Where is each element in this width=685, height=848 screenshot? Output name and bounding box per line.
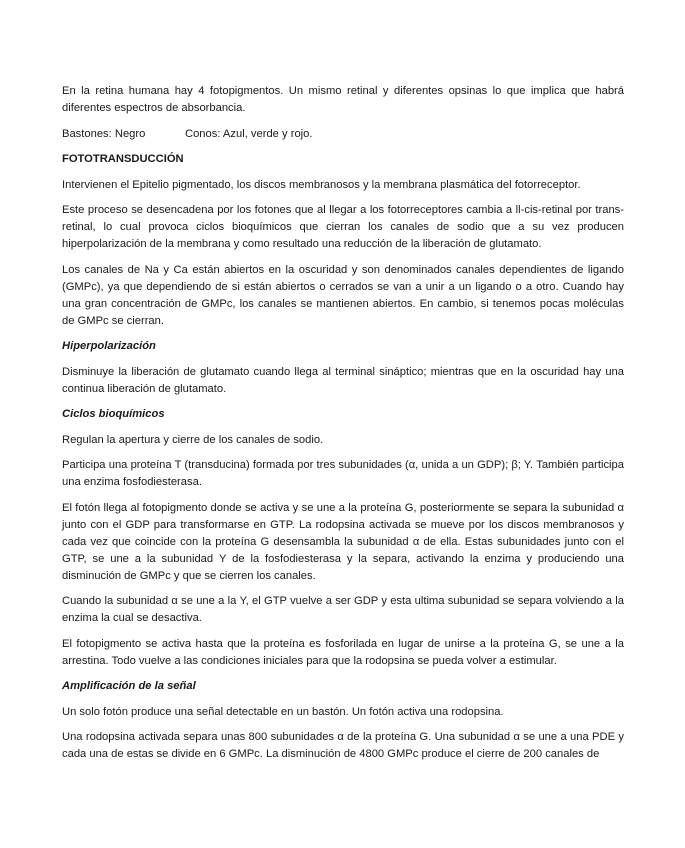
paragraph-un-solo-foton: Un solo fotón produce una señal detectable en un bastón. Un fotón activa una rodopsina. — [62, 705, 504, 718]
bastones-text: Bastones: Negro — [62, 127, 146, 140]
paragraph-proceso: Este proceso se desencadena por los fotones que al llegar a los fotorreceptores cambia a ll-cis-retinal por trans-retinal, lo cual provoca ciclos bioquímicos que cierran los canales de sodio que a su vez producen hiperpolarización de la membrana y como resultado una reducción de la liberación de glutamato. — [62, 204, 624, 250]
conos-text: Conos: Azul, verde y rojo. — [185, 127, 313, 140]
paragraph-regulan: Regulan la apertura y cierre de los canales de sodio. — [62, 433, 324, 446]
paragraph-fosforilada: El fotopigmento se activa hasta que la proteína es fosforilada en lugar de unirse a la proteína G, se une a la arrestina. Todo vuelve a las condiciones iniciales para que la rodopsina se pueda volver a estimular. — [62, 637, 624, 667]
paragraph-foton-llega: El fotón llega al fotopigmento donde se activa y se une a la proteína G, posteriormente se separa la subunidad α junto con el GDP para transformarse en GTP. La rodopsina activada se mueve por los discos membranosos y cada vez que coincide con la proteína G desensambla la subunidad α de ella. Estas subunidades junto con el GTP, se une a la subunidad Υ de la fosfodiesterasa y la separa, activando la enzima y produciendo una disminución de GMPc y que se cierren los canales. — [62, 501, 624, 582]
heading-fototransduccion: FOTOTRANSDUCCIÓN — [62, 153, 184, 165]
photoreceptor-colors — [62, 126, 624, 143]
paragraph-canales: Los canales de Na y Ca están abiertos en la oscuridad y son denominados canales dependientes de ligando (GMPc), ya que dependiendo de si están abiertos o cerrados se van a unir a un ligando o a otro. Cuando hay una gran concentración de GMPc, los canales se mantienen abiertos. En cambio, si tenemos pocas moléculas de GMPc se cierran. — [62, 263, 624, 327]
paragraph-rodopsina-activada: Una rodopsina activada separa unas 800 subunidades α de la proteína G. Una subunidad α se une a una PDE y cada una de estas se divide en 6 GMPc. La disminución de 4800 GMPc produce el cierre de 200 canales de — [62, 731, 624, 760]
paragraph-proteina-t: Participa una proteína T (transducina) formada por tres subunidades (α, unida a un GDP); β; Υ. También participa una enzima fosfodiesterasa. — [62, 459, 624, 488]
heading-hiperpolarizacion: Hiperpolarización — [62, 340, 156, 352]
paragraph-fotopigmentos: En la retina humana hay 4 fotopigmentos. Un mismo retinal y diferentes opsinas lo que implica que habrá diferentes espectros de absorbancia. — [62, 85, 624, 114]
paragraph-subunidad-alfa: Cuando la subunidad α se une a la Υ, el GTP vuelve a ser GDP y esta ultima subunidad se separa volviendo a la enzima la cual se desactiva. — [62, 595, 624, 624]
paragraph-glutamato: Disminuye la liberación de glutamato cuando llega al terminal sináptico; mientras que en la oscuridad hay una continua liberación de glutamato. — [62, 365, 624, 395]
heading-ciclos-bioquimicos: Ciclos bioquímicos — [62, 408, 165, 420]
document-page — [62, 83, 624, 772]
paragraph-intervienen: Intervienen el Epitelio pigmentado, los discos membranosos y la membrana plasmática del fotorreceptor. — [62, 178, 581, 191]
heading-amplificacion: Amplificación de la señal — [62, 680, 196, 692]
